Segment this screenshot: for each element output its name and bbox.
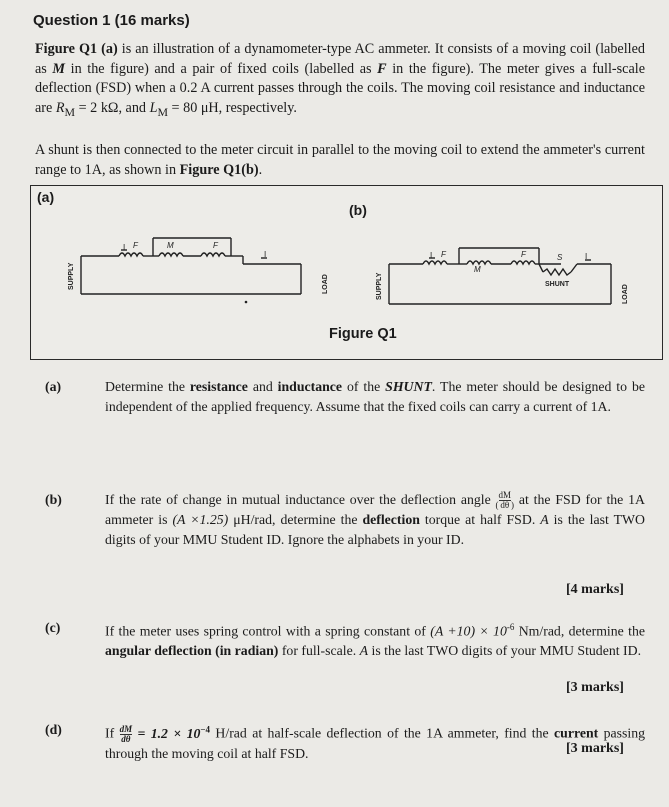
q-bold: current [554,725,599,741]
q-text: and [247,379,278,394]
label-shunt: SHUNT [545,281,570,288]
junction-dot [245,301,248,304]
q-bold: angular deflection (in radian) [105,643,279,659]
subscript-m: M [64,104,76,119]
q-text: . The meter should be designed to be independent of the applied frequency. Assume that the fixed coils can carry a current of 1A. [105,379,645,414]
label-f-right: F [213,241,218,250]
intro-text: = 2 kΩ, and [75,99,150,116]
label-i-right-b: I [585,252,588,261]
q-bold-italic: SHUNT [385,379,432,394]
label-supply-a: SUPPLY [68,262,75,290]
q-text: If the meter uses spring control with a spring constant of [105,623,431,639]
q-text: Nm/rad, determine the [514,623,645,639]
question-d-label: (d) [45,722,62,737]
intro-text: in the figure). The meter gives a full-scale deflection (FSD) when a 0.2 A current passes through the coils. The moving coil resistance and inductance are [35,60,645,116]
subscript-m: M [157,104,168,119]
q-text: If [105,725,120,741]
label-f-left-b: F [441,250,446,259]
q-text: Determine the [105,379,190,394]
intro-text: is an illustration of a dynamometer-type AC ammeter. It consists of a moving coil (labelled as [35,41,645,77]
intro-text: . [258,161,263,178]
label-f-left: F [133,241,138,250]
frac-num: dM [498,490,512,501]
label-f-right-b: F [521,250,526,259]
q-exponent: -6 [506,622,515,632]
intro-text: A shunt is then connected to the meter circuit in parallel to the moving coil to extend the ammeter's current range to 1A, as shown in [35,142,645,178]
marks-c: [3 marks] [566,680,624,695]
q-text: If the rate of change in mutual inductance over the deflection angle [105,492,496,507]
figure-label-b: (b) [349,202,367,218]
question-d [45,720,645,780]
fraction-dm-dtheta-d [120,725,133,744]
label-i-left: I [123,243,126,252]
question-c-label: (c) [45,620,61,635]
figure-caption: Figure Q1 [329,326,397,342]
label-m-b: M [474,265,481,274]
q-text: H/rad at half-scale deflection of the 1A ammeter, find the [210,725,555,741]
symbol-f: F [377,60,387,77]
question-a-text [105,377,645,416]
intro-paragraph-2 [35,141,645,180]
symbol-m: M [52,60,66,77]
label-s: S [557,253,563,262]
q-expr: = 1.2 × 10 [132,725,201,741]
q-bold: resistance [189,379,248,394]
figure-ref-q1a: Figure Q1 (a) [35,41,118,57]
question-d-text [105,720,645,763]
frac-den: dθ [500,500,510,511]
figure-ref-q1b: Figure Q1(b) [179,161,259,178]
circuit-diagram-b [371,238,651,323]
fraction-dm-dtheta: ( $\frac{dM}{d\theta}$ ) [495,490,515,511]
intro-text: in the figure) and a pair of fixed coils (labelled as [65,60,378,77]
question-a-label: (a) [45,379,62,394]
question-b [45,490,645,580]
label-supply-b: SUPPLY [376,272,383,300]
question-c [45,618,645,682]
question-c-text [105,618,645,661]
question-title: Question 1 (16 marks) [33,12,190,29]
q-exponent: −4 [200,724,211,734]
figure-q1-box [30,185,663,360]
q-expr: (A ×1.25) [172,512,229,528]
q-text: is the last TWO digits of your MMU Student ID. [368,643,642,659]
q-expr: (A +10) × 10 [430,623,507,639]
intro-text: = 80 μH, respectively. [168,99,297,116]
q-text: at the FSD for the 1A ammeter is [105,492,645,528]
frac-den: dθ [121,733,131,744]
symbol-r: R [55,99,65,116]
q-text: of the [342,379,386,394]
q-text: torque at half FSD. [419,512,541,528]
q-text: μH/rad, determine the [228,512,363,528]
marks-d: [3 marks] [566,741,624,756]
label-load-b: LOAD [622,284,629,304]
q-text: is the last TWO digits of your MMU Student ID. Ignore the alphabets in your ID. [105,512,645,547]
figure-label-a: (a) [37,189,55,205]
label-m: M [167,241,174,250]
circuit-diagram-a [61,228,341,313]
q-bold: inductance [277,379,343,394]
question-b-text [105,490,645,549]
frac-num: dM [119,723,133,734]
label-i-right: I [264,250,267,259]
symbol-l: L [149,99,158,116]
question-b-label: (b) [45,492,62,507]
marks-b: [4 marks] [566,582,624,597]
q-var-a: A [540,512,549,528]
label-load-a: LOAD [322,274,329,294]
q-text: passing through the moving coil at half FSD. [105,725,646,761]
question-a [45,377,645,447]
label-i-left-b: I [430,251,433,260]
q-var-a: A [359,643,369,659]
intro-paragraph-1 [35,40,645,122]
q-bold: deflection [362,512,420,528]
q-text: for full-scale. [278,643,360,659]
